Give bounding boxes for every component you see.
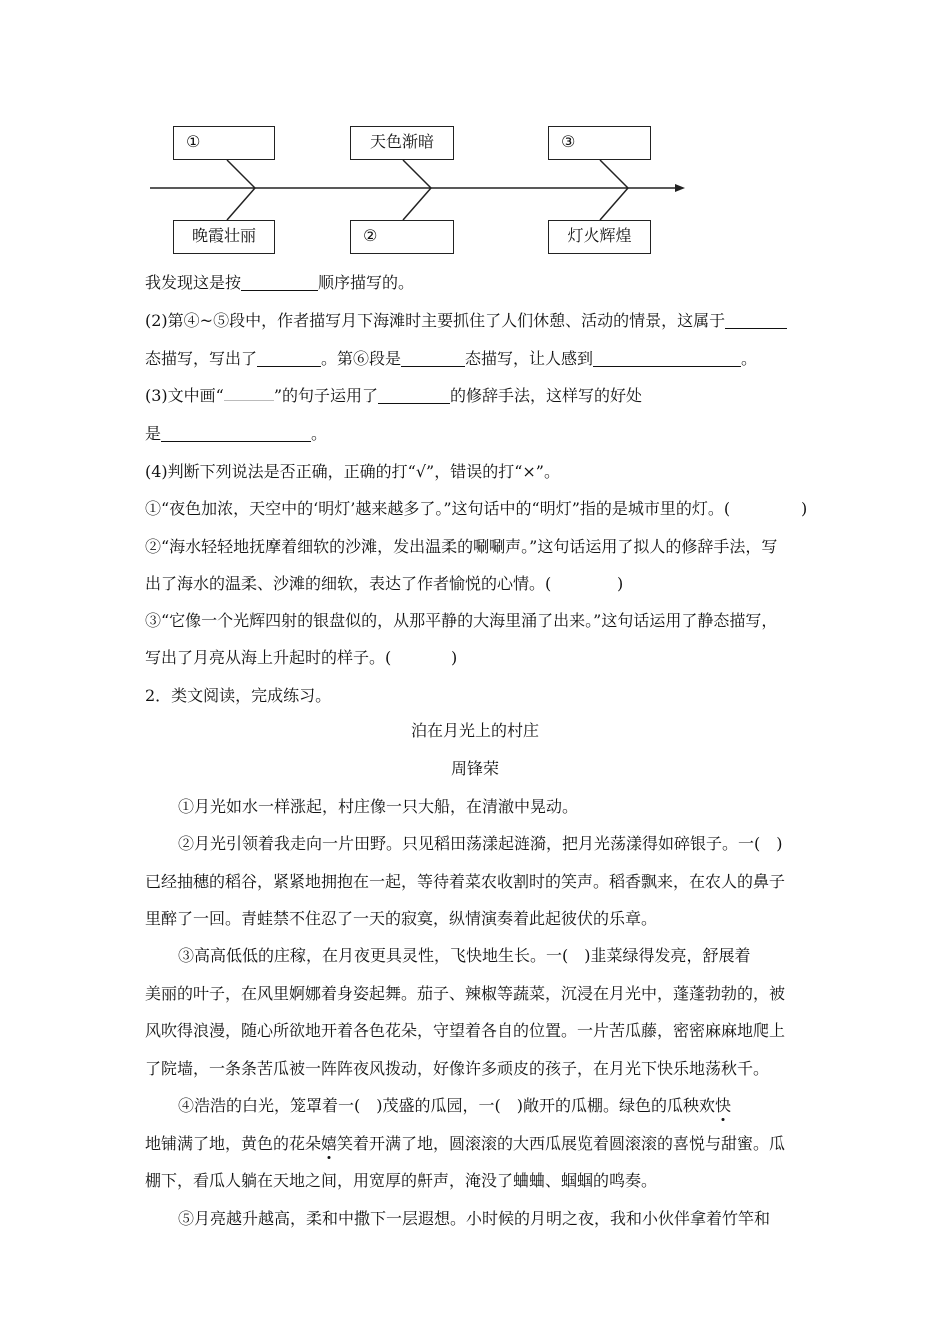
q4-item3-line1: ③“它像一个光辉四射的银盘似的，从那平静的大海里涌了出来。”这句话运用了静态描写， bbox=[145, 611, 778, 630]
paragraph-4-line2 bbox=[145, 1134, 785, 1154]
q3-text-2a: 是 bbox=[145, 424, 162, 443]
paragraph-5-line1: ⑤月亮越升越高，柔和中撒下一层遐想。小时候的月明之夜，我和小伙伴拿着竹竿和 bbox=[178, 1209, 771, 1228]
article-author: 周锋荣 bbox=[450, 759, 499, 778]
q4-item1-close: ) bbox=[801, 499, 808, 518]
q3-blank-2[interactable] bbox=[161, 425, 311, 442]
branch-lower-1 bbox=[227, 188, 255, 220]
q4-item1: ①“夜色加浓，天空中的‘明灯’越来越多了。”这句话中的“明灯”指的是城市里的灯。( bbox=[145, 499, 731, 518]
q2-line2 bbox=[145, 349, 757, 369]
p4-dotted-char-2: 嬉 bbox=[321, 1134, 338, 1153]
q3-blank-1[interactable] bbox=[378, 387, 450, 404]
article-title: 泊在月光上的村庄 bbox=[410, 721, 539, 740]
q2-text-1: (2)第④~⑤段中，作者描写月下海滩时主要抓住了人们休憩、活动的情景，这属于 bbox=[145, 311, 726, 330]
section2-heading: 2．类文阅读，完成练习。 bbox=[145, 686, 332, 705]
diagram-box-2: 天色渐暗 bbox=[350, 126, 454, 160]
branch-upper-2 bbox=[403, 160, 431, 188]
q2-text-2c: 态描写，让人感到 bbox=[465, 349, 594, 368]
diagram-box-5: ② bbox=[350, 220, 454, 254]
q4-item2-close: ) bbox=[617, 574, 624, 593]
paragraph-3-line4: 了院墙，一条条苦瓜被一阵阵夜风拨动，好像许多顽皮的孩子，在月光下快乐地荡秋千。 bbox=[145, 1059, 770, 1078]
p4-text-1a: ④浩浩的白光，笼罩着一( )茂盛的瓜园，一( )敞开的瓜棚。绿色的瓜秧欢 bbox=[178, 1096, 715, 1115]
q1-blank[interactable] bbox=[241, 274, 318, 291]
q1-found-line bbox=[145, 273, 414, 293]
q2-line1 bbox=[145, 311, 787, 331]
paragraph-2-line3: 里醉了一回。青蛙禁不住忍了一天的寂寞，纵情演奏着此起彼伏的乐章。 bbox=[145, 909, 658, 928]
paragraph-3-line3: 风吹得浪漫，随心所欲地开着各色花朵，守望着各自的位置。一片苦瓜藤，密密麻麻地爬上 bbox=[145, 1021, 786, 1040]
axis-arrowhead bbox=[675, 184, 685, 192]
q3-text-1c: 的修辞手法，这样写的好处 bbox=[450, 386, 643, 405]
q4-item2-line2: 出了海水的温柔、沙滩的细软，表达了作者愉悦的心情。( bbox=[145, 574, 552, 593]
p4-text-2c: 笑着开满了地，圆滚滚的大西瓜展览着圆滚滚的喜悦与甜蜜。瓜 bbox=[337, 1134, 786, 1153]
q3-text-2b: 。 bbox=[311, 424, 328, 443]
paragraph-4-line3: 棚下，看瓜人躺在天地之间，用宽厚的鼾声，淹没了蛐蛐、蝈蝈的鸣奏。 bbox=[145, 1171, 658, 1190]
q4-item3-close: ) bbox=[451, 648, 458, 667]
q3-text-1a: (3)文中画“ bbox=[145, 386, 224, 405]
q4-item2-line1: ②“海水轻轻地抚摩着细软的沙滩，发出温柔的唰唰声。”这句话运用了拟人的修辞手法，写 bbox=[145, 537, 778, 556]
paragraph-3-line1: ③高高低低的庄稼，在月夜更具灵性，飞快地生长。一( )韭菜绿得发亮，舒展着 bbox=[178, 946, 751, 965]
q4-item3-line2: 写出了月亮从海上升起时的样子。( bbox=[145, 648, 392, 667]
branch-lower-2 bbox=[403, 188, 431, 220]
q2-text-2a: 态描写，写出了 bbox=[145, 349, 258, 368]
q2-text-2b: 。第⑥段是 bbox=[321, 349, 402, 368]
branch-upper-3 bbox=[600, 160, 628, 188]
diagram-lines bbox=[0, 0, 950, 270]
q3-line1 bbox=[145, 386, 642, 406]
q2-blank-3[interactable] bbox=[401, 350, 465, 367]
q1-prefix: 我发现这是按 bbox=[145, 273, 242, 292]
paragraph-3-line2: 美丽的叶子，在风里婀娜着身姿起舞。茄子、辣椒等蔬菜，沉浸在月光中，蓬蓬勃勃的，被 bbox=[145, 984, 786, 1003]
branch-lower-3 bbox=[600, 188, 628, 220]
q4-title: (4)判断下列说法是否正确，正确的打“√”，错误的打“×”。 bbox=[145, 462, 560, 481]
p4-text-2a: 地铺满了地，黄色的花朵 bbox=[145, 1134, 322, 1153]
q3-text-1b: ”的句子运用了 bbox=[273, 386, 379, 405]
paragraph-2-line2: 已经抽穗的稻谷，紧紧地拥抱在一起，等待着菜农收割时的笑声。稻香飘来，在农人的鼻子 bbox=[145, 872, 786, 891]
branch-upper-1 bbox=[227, 160, 255, 188]
q3-line2 bbox=[145, 424, 327, 444]
paragraph-4-line1 bbox=[178, 1096, 731, 1116]
p4-dotted-char-1: 快 bbox=[714, 1096, 731, 1115]
q2-blank-1[interactable] bbox=[725, 312, 787, 329]
q1-suffix: 顺序描写的。 bbox=[318, 273, 415, 292]
q2-blank-4[interactable] bbox=[593, 350, 741, 367]
diagram-box-6: 灯火辉煌 bbox=[548, 220, 651, 254]
paragraph-2-line1: ②月光引领着我走向一片田野。只见稻田荡漾起涟漪，把月光荡漾得如碎银子。一( ) bbox=[178, 834, 783, 853]
paragraph-1: ①月光如水一样涨起，村庄像一只大船，在清澈中晃动。 bbox=[178, 797, 579, 816]
diagram-box-3: ③ bbox=[548, 126, 651, 160]
q3-underline-sample bbox=[224, 386, 274, 401]
diagram-box-4: 晚霞壮丽 bbox=[173, 220, 275, 254]
q2-text-2d: 。 bbox=[741, 349, 758, 368]
diagram-box-1: ① bbox=[173, 126, 275, 160]
q2-blank-2[interactable] bbox=[257, 350, 321, 367]
